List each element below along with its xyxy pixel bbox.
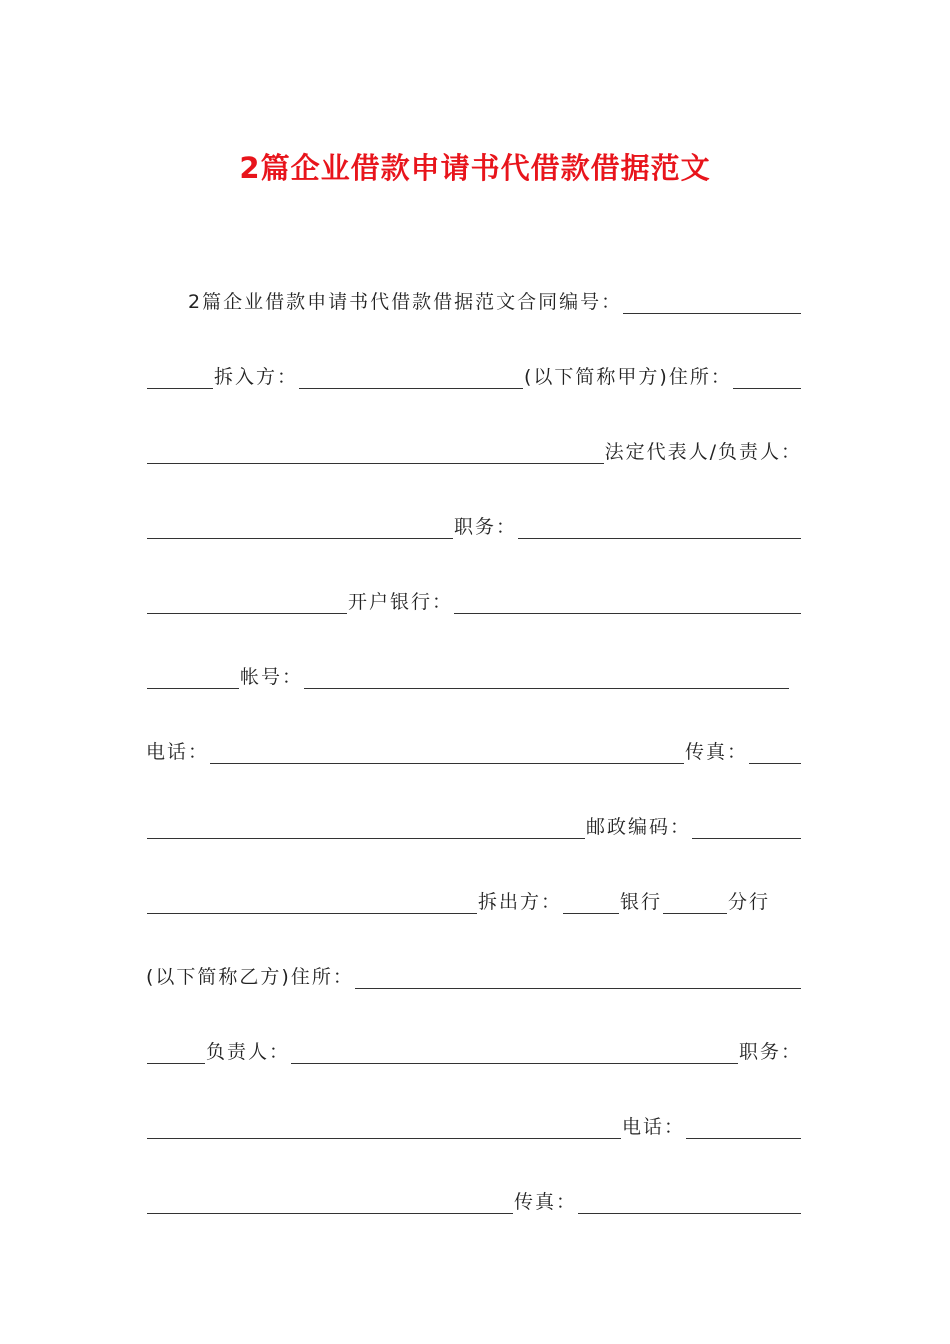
position-blank-cont [147, 589, 347, 614]
lender-label: 拆出方： [478, 891, 563, 913]
fax-blank [749, 739, 801, 764]
phone-blank [210, 739, 684, 764]
line-account [146, 655, 790, 689]
bank-label: 开户银行： [348, 591, 454, 613]
line-lender [146, 880, 802, 914]
account-label: 帐号： [240, 666, 304, 688]
document-title: 2篇企业借款申请书代借款借据范文 [239, 151, 711, 185]
phone2-label: 电话： [622, 1116, 686, 1138]
intro-text: 2篇企业借款申请书代借款借据范文合同编号： [188, 291, 623, 313]
position2-label: 职务： [738, 1041, 802, 1063]
party-a-address-blank-cont [147, 439, 604, 464]
postcode-blank-cont [147, 889, 477, 914]
fax-label: 传真： [685, 741, 749, 763]
party-b-address-blank-cont [147, 1039, 205, 1064]
position-label: 职务： [454, 516, 518, 538]
contract-number-blank-cont [147, 364, 213, 389]
postcode-label: 邮政编码： [586, 816, 692, 838]
line-bank [146, 580, 802, 614]
line-party-b-address [146, 955, 802, 989]
lender-branch-blank [663, 889, 727, 914]
line-postcode [146, 805, 802, 839]
line-borrower [146, 355, 802, 389]
line-phone [146, 730, 802, 764]
person-in-charge-blank [291, 1039, 738, 1064]
phone2-blank-cont [147, 1189, 513, 1214]
phone-label: 电话： [146, 741, 210, 763]
party-b-address-label: (以下简称乙方)住所： [146, 966, 354, 988]
line-position [146, 505, 802, 539]
person-in-charge-label: 负责人： [206, 1041, 291, 1063]
contract-number-blank [623, 289, 801, 314]
fax2-blank [578, 1189, 801, 1214]
bank-blank-cont [147, 664, 239, 689]
party-a-address-label: (以下简称甲方)住所： [524, 366, 732, 388]
account-blank [304, 664, 789, 689]
fax-blank-cont [147, 814, 585, 839]
party-a-address-blank [733, 364, 801, 389]
phone2-blank [686, 1114, 801, 1139]
line-phone2 [146, 1105, 802, 1139]
line-legal-rep [146, 430, 802, 464]
legal-rep-label: 法定代表人/负责人： [604, 441, 802, 463]
lender-bank-blank [563, 889, 619, 914]
fax2-label: 传真： [514, 1191, 578, 1213]
party-b-address-blank [355, 964, 801, 989]
branch-word: 分行 [728, 891, 771, 913]
legal-rep-blank [147, 514, 453, 539]
postcode-blank [692, 814, 801, 839]
bank-blank [454, 589, 801, 614]
borrower-label: 拆入方： [214, 366, 299, 388]
bank-word: 银行 [620, 891, 663, 913]
position-blank [518, 514, 801, 539]
position2-blank [147, 1114, 621, 1139]
line-contract-number [146, 280, 802, 314]
line-fax2 [146, 1180, 802, 1214]
line-person-in-charge [146, 1030, 802, 1064]
borrower-blank [299, 364, 523, 389]
